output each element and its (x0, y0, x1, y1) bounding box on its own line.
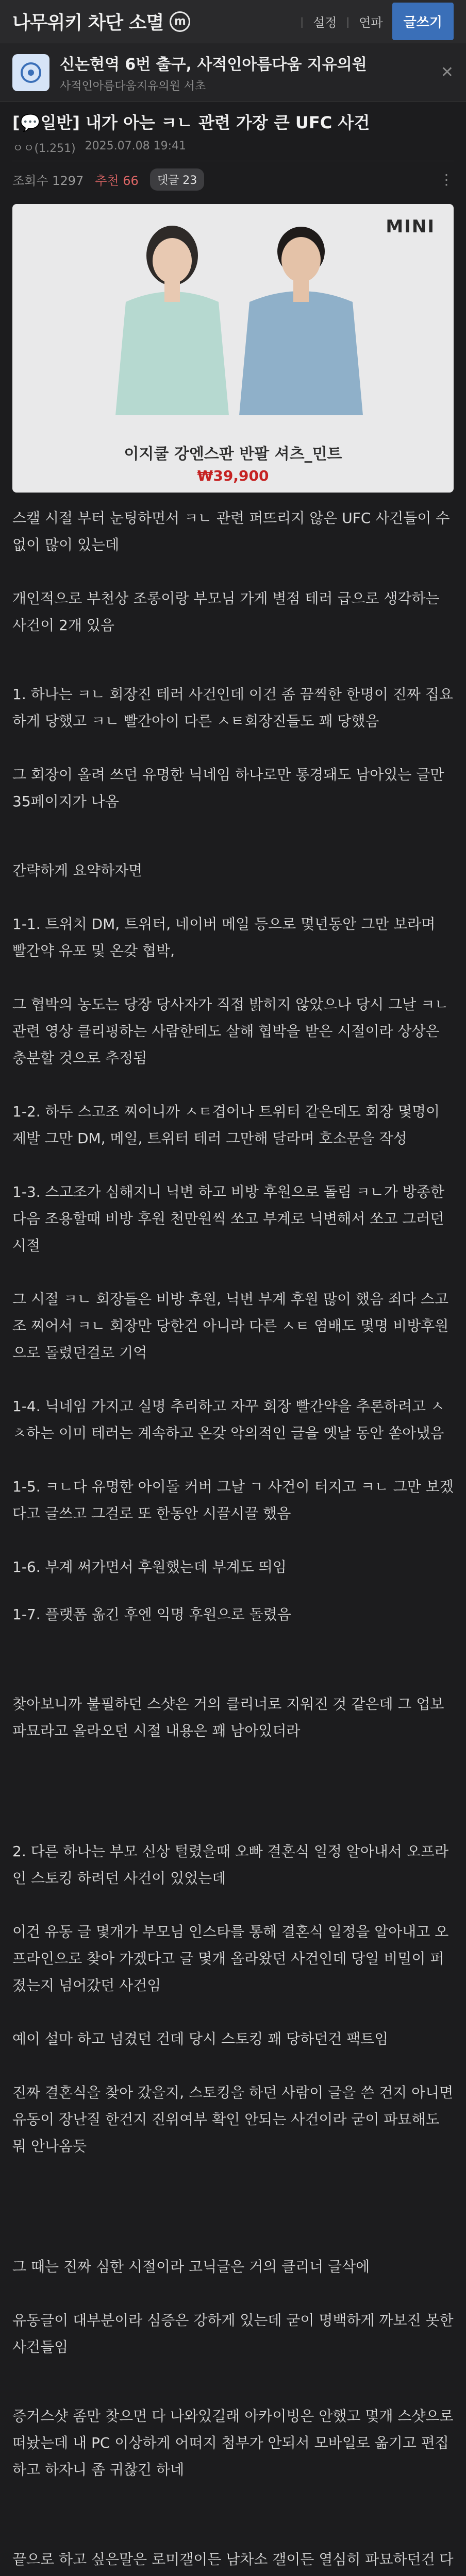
content-paragraph: 2. 다른 하나는 부모 신상 털렸을때 오빠 결혼식 일정 알아내서 오프라인 스토킹 하려던 사건이 있었는데 (12, 1842, 449, 1887)
ad-banner[interactable] (0, 43, 466, 102)
content-paragraph: 그 협박의 농도는 당장 당사자가 직접 밝히지 않았으나 당시 그날 ㅋㄴ 관련 영상 클리핑하는 사람한테도 살해 협박을 받은 시절이라 상상은 충분할 것으로 추정됨 (12, 995, 449, 1066)
top-navbar (0, 0, 466, 43)
post-meta (12, 140, 454, 156)
post-title: [💬일반] 내가 아는 ㅋㄴ 관련 가장 큰 UFC 사건 (12, 113, 370, 132)
write-button[interactable]: 글쓰기 (392, 3, 454, 40)
more-options-icon[interactable]: ⋮ (439, 171, 454, 188)
content-paragraph: 진짜 결혼식을 찾아 갔을지, 스토킹을 하던 사람이 글을 쓴 건지 아니면 유동이 장난질 한건지 진위여부 확인 안되는 사건이라 굳이 파묘해도 뭐 안나옴듯 (12, 2083, 454, 2155)
content-paragraph: 예이 설마 하고 넘겼던 건데 당시 스토킹 꽤 당하던건 팩트임 (12, 2030, 389, 2047)
separator: | (300, 15, 304, 28)
content-paragraph: 1-6. 부계 써가면서 후원했는데 부계도 띄임 (12, 1558, 287, 1575)
ad-price: ₩39,900 (197, 467, 269, 484)
post-header (0, 102, 466, 161)
content-paragraph: 증거스샷 좀만 찾으면 다 나와있길래 아카이빙은 안했고 몇개 스샷으로 떠놨는데 내 PC 이상하게 어떠지 첨부가 안되서 모바일로 옮기고 편집하고 하자니 좀 귀찮긴 하네 (12, 2407, 454, 2478)
content-paragraph: 스캘 시절 부터 눈팅하면서 ㅋㄴ 관련 퍼뜨리지 않은 UFC 사건들이 수없이 많이 있는데 (12, 509, 450, 553)
content-paragraph: 그 시절 ㅋㄴ 회장들은 비방 후원, 닉변 부계 후원 많이 했음 죄다 스고조 찌어서 ㅋㄴ 회장만 당한건 아니라 다른 ㅅㅌ 염배도 몇명 비방후원으로 돌렸던걸로 기억 (12, 1290, 449, 1361)
ad-brand: MINI (386, 216, 435, 237)
content-paragraph: 1-2. 하두 스고조 찌어니까 ㅅㅌ겹어나 트위터 같은데도 회장 몇명이 제발 그만 DM, 메일, 트위터 테러 그만해 달라며 호소문을 작성 (12, 1103, 440, 1147)
ad-caption: 이지쿨 강엔스판 반팔 셔츠_민트 (124, 445, 342, 463)
settings-link[interactable]: 설정 (313, 15, 337, 30)
content-paragraph: 1. 하나는 ㅋㄴ 회장진 테러 사건인데 이건 좀 끔찍한 한명이 진짜 집요하게 당했고 ㅋㄴ 빨간아이 다른 ㅅㅌ회장진들도 꽤 당했음 (12, 685, 453, 730)
banner-title: 신논현역 6번 출구, 사적인아름다움 지유의원 (60, 56, 367, 74)
content-paragraph: 1-7. 플랫폼 옮긴 후엔 익명 후원으로 돌렸음 (12, 1605, 291, 1623)
content-paragraph: 그 회장이 올려 쓰던 유명한 닉네임 하나로만 통경돼도 남아있는 글만 35페이지가 나옴 (12, 766, 444, 810)
mobile-badge-icon: m (170, 11, 190, 32)
content-paragraph: 그 때는 진짜 심한 시절이라 고닉글은 거의 클리너 글삭에 (12, 2258, 370, 2275)
content-paragraph: 찾아보니까 불필하던 스샷은 거의 클리너로 지워진 것 같은데 그 업보 파묘라고 올라오던 시절 내용은 꽤 남아있더라 (12, 1695, 444, 1739)
mode-link[interactable]: 연파 (359, 15, 383, 30)
post-content (0, 505, 466, 2576)
content-paragraph: 유동글이 대부분이라 심증은 강하게 있는데 굳이 명백하게 까보진 못한 사건들임 (12, 2311, 454, 2355)
models-image (54, 219, 425, 415)
post-date: 2025.07.08 19:41 (85, 139, 187, 152)
content-paragraph: 개인적으로 부천상 조롱이랑 부모님 가게 별점 테러 급으로 생각하는 사건이 2개 있음 (12, 589, 440, 634)
clinic-logo-icon (12, 54, 49, 91)
view-count: 조회수 1297 (12, 173, 84, 188)
post-stats (0, 161, 466, 198)
content-paragraph: 1-5. ㅋㄴ다 유명한 아이돌 커버 그날 ㄱ 사건이 터지고 ㅋㄴ 그만 보겠다고 글쓰고 그걸로 또 한동안 시끌시끌 했음 (12, 1478, 454, 1522)
close-icon[interactable]: ✕ (440, 63, 454, 81)
product-ad[interactable] (12, 204, 454, 493)
top-actions (300, 3, 454, 40)
comment-count[interactable]: 댓글 23 (150, 168, 205, 191)
site-title[interactable]: 나무위키 차단 소멸 (12, 12, 164, 33)
banner-text (60, 52, 430, 93)
content-paragraph: 이건 유동 글 몇개가 부모님 인스타를 통해 결혼식 일정을 알아내고 오프라인으로 찾아 가겠다고 글 몇개 올라왔던 사건인데 당일 비밀이 퍼졌는지 넘어갔던 사건임 (12, 1923, 449, 1994)
content-paragraph: 1-3. 스고조가 심해지니 닉변 하고 비방 후원으로 돌림 ㅋㄴ가 방종한다음 조용할때 비방 후원 천만원씩 쏘고 부계로 닉변해서 쏘고 그러던 시절 (12, 1183, 444, 1254)
content-paragraph: 간략하게 요약하자면 (12, 861, 143, 879)
content-paragraph: 1-1. 트위치 DM, 트위터, 네이버 메일 등으로 몇년동안 그만 보라며 빨간약 유포 및 온갖 협박, (12, 915, 436, 959)
post-author[interactable]: ㅇㅇ(1.251) (12, 142, 76, 155)
banner-subtitle: 사적인아름다움지유의원 서초 (60, 80, 206, 93)
recommend-count: 추천 66 (95, 173, 139, 188)
content-paragraph: 끝으로 하고 싶은말은 로미갤이든 남차소 갤이든 열심히 파묘하던건 다 (12, 2550, 454, 2568)
separator: | (346, 15, 350, 28)
content-paragraph: 1-4. 닉네임 가지고 실명 추리하고 자꾸 회장 빨간약을 추론하려고 ㅅㅊ하는 이미 테러는 계속하고 온갖 악의적인 글을 옛날 동안 쏟아냈음 (12, 1397, 444, 1442)
